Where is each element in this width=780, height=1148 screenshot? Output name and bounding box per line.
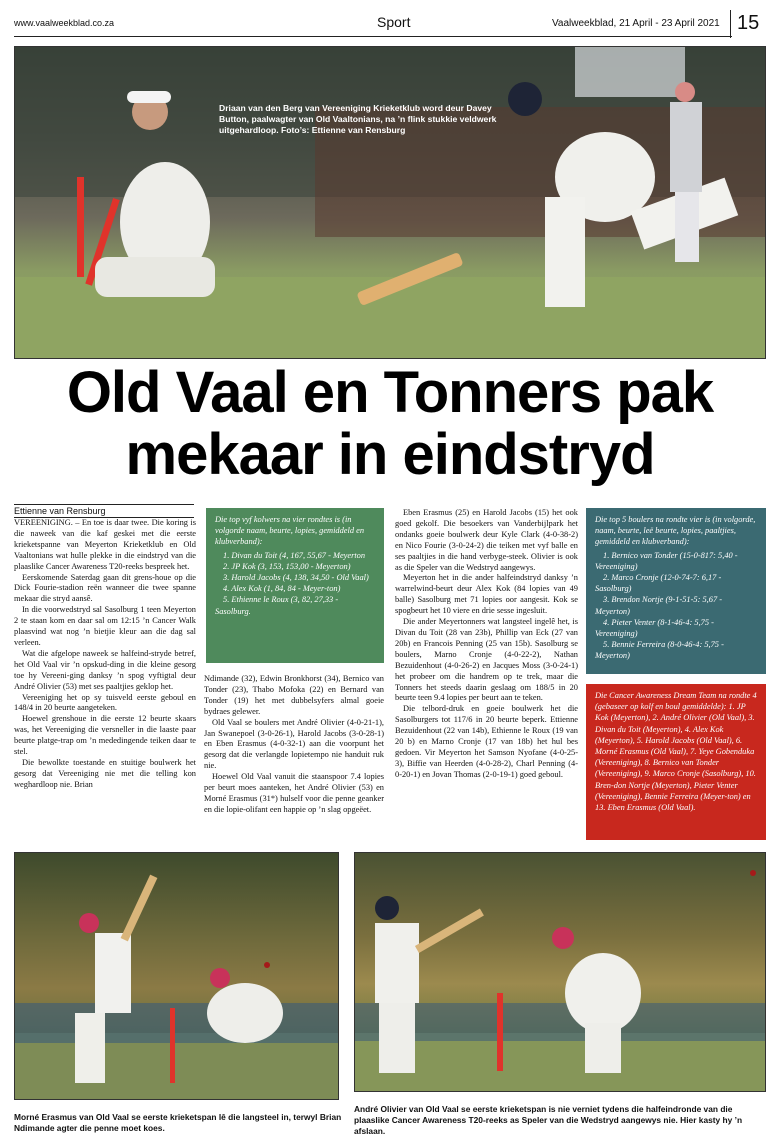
article-paragraph: Old Vaal se boulers met André Olivier (4-0-21-1), Jan Swanepoel (3-0-26-1), Harold Jacobs (3-0-28-1) en Eben Erasmus (4-0-32-1) aan die voorpunt het gesorg dat die verlangde lopietempo nie handuit ruk nie. — [204, 717, 384, 771]
list-item: 5. Bennie Ferreira (8-0-46-4: 5,75 - Meyerton) — [595, 640, 724, 661]
site-url[interactable]: www.vaalweekblad.co.za — [14, 18, 115, 28]
page-header — [0, 0, 780, 40]
batsman-swing-illustration — [15, 853, 339, 1100]
headline-line-1: Old Vaal en Tonners pak — [66, 360, 714, 425]
list-item: 1. Divan du Toit (4, 167, 55,67 - Meyerton — [223, 550, 366, 560]
article-column-2 — [204, 674, 384, 816]
article-paragraph: Die bewolkte toestande en stuitige boulwerk het gesorg dat Vereeniging nie met die telling kon weghardloop nie. Brian — [14, 757, 196, 789]
list-item: 2. Marco Cronje (12-0-74-7: 6,17 - Sasolburg) — [595, 573, 722, 594]
article-paragraph: Eben Erasmus (25) en Harold Jacobs (15) het ook goed gekolf. Die besoekers van Vanderbijlpark het ondanks goeie boulwerk deur Kyle Clark (4-0-38-2) en Nico Fourie (3-0-24-2) die teiken met vyf balle en ses paaltjies in die hand verbyge-steek. Olivier is ook as die Speler van die Wedstryd aangewys. — [395, 508, 578, 572]
top-batters-list — [215, 550, 375, 617]
article-paragraph: Hoewel grenshoue in die eerste 12 beurte skaars was, het Vereeniging die versneller in die laaste paar beurte platge-trap om ’n mededingende teiken daar te stel. — [14, 714, 196, 757]
top-photo-caption: Driaan van den Berg van Vereeniging Krieketklub word deur Davey Button, paalwagter van Old Vaaltonians, na ’n flink stukkie veldwerk uitgehardloop. Foto’s: Ettienne van Rensburg — [219, 103, 497, 135]
top-bowlers-intro: Die top 5 boulers na rondte vier is (in volgorde, naam, beurte, leë beurte, lopies, paaltjies, gemiddeld en klubverband): — [595, 515, 756, 547]
batsman-shot-illustration — [355, 853, 766, 1092]
page-number: 15 — [737, 12, 760, 34]
article-paragraph: VEREENIGING. – En toe is daar twee. Die koring is die naweek van die kaf geskei met die eerste krieketspanne van Meyerton Krieketklub en Old Vaaltonians wat hulle plekke in die eindstryd van die plaaslike Cancer Awareness T20-reeks bespreek het. — [14, 518, 196, 571]
header-divider — [730, 10, 731, 38]
article-paragraph: Wat die afgelope naweek se halfeind-stryde betref, het Old Vaal vir ’n opskud-ding in die kleine gesorg toe hy Vereeni-ging danksy ’n spog vyftigtal deur André Olivier (53) met ses paaltjies geklop het. — [14, 648, 196, 691]
bottom-right-caption: André Olivier van Old Vaal se eerste krieketspan is nie verniet tydens die halfeindronde van die plaaslike Cancer Awareness T20-reeks as Speler van die Wedstryd aangewys nie. Hier kasty hy ’n afslaan. — [354, 1104, 743, 1136]
top-photo — [14, 46, 766, 359]
section-title: Sport — [377, 14, 411, 30]
article-paragraph: Meyerton het in die ander halfeindstryd danksy ’n warrelwind-beurt deur Alex Kok (84 lopies van 49 balle) Sasolburg met 71 lopies oor aangesit. Kok se spogbeurt het 10 viere en drie sesse ingesluit. — [395, 573, 578, 616]
headline-line-2: mekaar in eindstryd — [125, 422, 655, 487]
byline-rule — [14, 504, 194, 505]
list-item: 3. Brendon Nortje (9-1-51-5: 5,67 - Meyerton) — [595, 595, 723, 616]
issue-date: Vaalweekblad, 21 April - 23 April 2021 — [552, 18, 720, 29]
top-bowlers-list — [595, 550, 757, 662]
article-paragraph: Die ander Meyertonners wat langsteel ingelê het, is Divan du Toit (28 van 23b), Phillip van Eck (27 van 20b) en Francois Penning (25 van 15b). Sasolburg se boulers, Marno Cronje (4-0-22-2), Nathan Bezuidenhout (4-0-26-2) en Jacques Moss (3-0-24-1) het probeer om die handrem op te trek, maar die Tonners het steeds daarin geslaag om 188/5 in 20 beurte teen 9.4 lopies per beurt aan te teken. — [395, 617, 578, 703]
list-item: 1. Bernico van Tonder (15-0-817: 5,40 - Vereeniging) — [595, 550, 738, 571]
dream-team-box: Die Cancer Awareness Dream Team na rondte 4 (gebaseer op kolf en boul gemiddelde): 1. JP Kok (Meyerton), 2. André Olivier (Old Vaal), 3. Divan du Toit (Meyerton), 4. Alex Kok (Meyerton), 5. Harold Jacobs (Old Vaal), 6. Morné Erasmus (Old Vaal), 7. Yeye Gobenduka (Vereeniging), 8. Bernico van Tonder (Vereeniging), 9. Marco Cronje (Sasolburg), 10. Bren-don Nortje (Meyerton), Pieter Venter (Vereeniging), Bennie Ferreira (Meyer-ton) en 13. Eben Erasmus (Old Vaal). — [586, 684, 766, 840]
article-paragraph: Die telbord-druk en goeie boulwerk het die Sasolburgers tot 117/6 in 20 beurte beperk. Ettienne Bezuidenhout (22 van 14b), Ethienne le Roux (19 van 20 b) en Marno Cronje (17 van 18b) het hul bes gedoen. Vir Meyerton het Samson Nyofane (4-0-25-3), Biffie van Heerden (4-0-28-2), Charl Penning (4-0-20-1) en Jovan Thomas (2-0-19-1) goed geboul. — [395, 704, 578, 779]
top-batters-intro: Die top vyf kolwers na vier rondtes is (in volgorde naam, beurte, lopies, gemiddeld en klubverband): — [215, 515, 365, 547]
bottom-left-caption: Morné Erasmus van Old Vaal se eerste krieketspan lê die langsteel in, terwyl Brian Ndimande agter die penne moet koes. — [14, 1112, 342, 1133]
list-item: 5. Ethienne le Roux (3, 82, 27,33 - Sasolburg. — [215, 595, 339, 616]
cricket-scene-illustration — [15, 47, 766, 359]
article-paragraph: Hoewel Old Vaal vanuit die staanspoor 7.4 lopies per beurt moes aanteken, het André Olivier (53) en Morné Erasmus (31*) hulself voor die penne geanker en die lopie-olifant een happie op ’n slag opgeëet. — [204, 772, 384, 814]
article-paragraph: Ndimande (32), Edwin Bronkhorst (34), Bernico van Tonder (23), Thabo Mofoka (22) en Bernard van Tonder (19) het met dubbelsyfers almal goeie bydraes gelewer. — [204, 674, 384, 716]
article-column-1 — [14, 518, 196, 791]
article-paragraph: Vereeniging het op sy tuisveld eerste geboul en 148/4 in 20 beurte aangeteken. — [14, 692, 196, 713]
list-item: 2. JP Kok (3, 153, 153,00 - Meyerton) — [223, 561, 351, 571]
list-item: 4. Pieter Venter (8-1-46-4: 5,75 - Vereeniging) — [595, 617, 714, 639]
list-item: 4. Alex Kok (1, 84, 84 - Meyer-ton) — [223, 584, 341, 594]
list-item: 3. Harold Jacobs (4, 138, 34,50 - Old Vaal) — [223, 573, 369, 583]
article-paragraph: Eerskomende Saterdag gaan dit grens-houe op die Dick Fourie-stadion reën wanneer die twee spanne mekaar die stryd aansê. — [14, 572, 196, 604]
header-rule — [14, 36, 732, 37]
bottom-right-photo — [354, 852, 766, 1092]
bottom-left-photo — [14, 852, 339, 1100]
article-column-3 — [395, 508, 578, 781]
byline: Ettienne van Rensburg — [14, 506, 194, 518]
article-paragraph: In die voorwedstryd sal Sasolburg 1 teen Meyerton 2 te staan kom en daar sal om 12:15 ’n Cancer Walk plaasvind wat nog ’n bietjie kleur aan die dag sal verleen. — [14, 605, 196, 647]
top-bowlers-box — [586, 508, 766, 674]
headline — [0, 362, 780, 486]
top-batters-box — [206, 508, 384, 663]
